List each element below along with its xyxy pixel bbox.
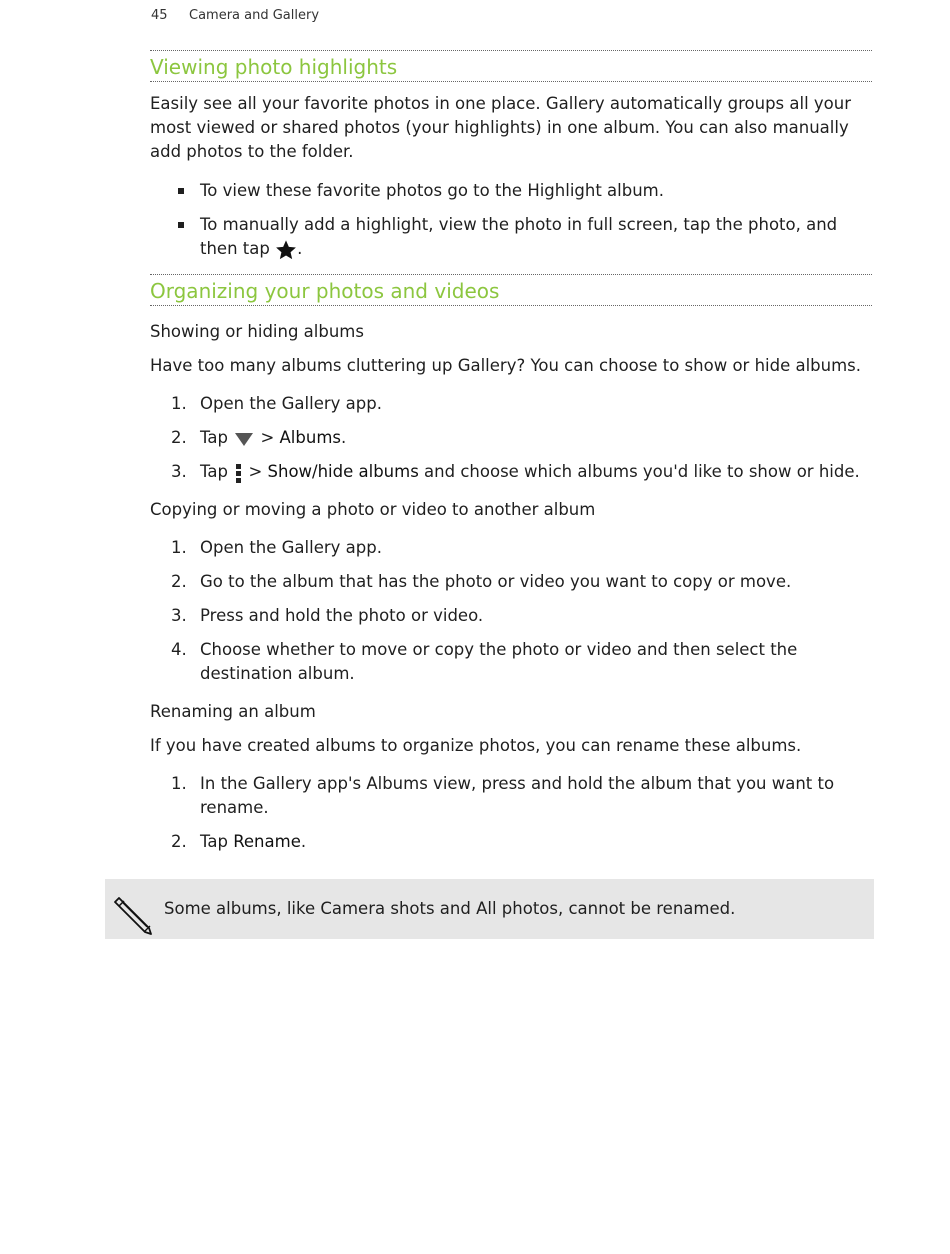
list-item: To view these favorite photos go to the Highlight album. <box>150 179 872 203</box>
page-header <box>151 8 319 23</box>
section-title-highlights: Viewing photo highlights <box>150 50 872 82</box>
subheading-rename: Renaming an album <box>150 702 316 721</box>
rename-steps <box>150 772 872 854</box>
show-hide-steps <box>150 392 872 484</box>
subheading-copy-move: Copying or moving a photo or video to another album <box>150 500 596 519</box>
list-item: 3. Tap > Show/hide albums and choose which albums you'd like to show or hide. <box>171 462 860 481</box>
page-number: 45 <box>151 8 168 23</box>
list-item: 1. In the Gallery app's Albums view, press and hold the album that you want to rename. <box>171 774 835 817</box>
note-box <box>105 879 874 939</box>
show-hide-intro: Have too many albums cluttering up Gallery? You can choose to show or hide albums. <box>150 356 862 375</box>
star-icon <box>275 239 297 261</box>
section-title-organizing: Organizing your photos and videos <box>150 274 872 306</box>
copy-move-steps <box>150 536 872 686</box>
list-item: To manually add a highlight, view the photo in full screen, tap the photo, and then tap . <box>150 213 872 261</box>
more-options-icon <box>233 463 243 483</box>
list-item: 1. Open the Gallery app. <box>171 538 382 557</box>
note-text: Some albums, like Camera shots and All photos, cannot be renamed. <box>164 899 736 918</box>
rename-intro: If you have created albums to organize photos, you can rename these albums. <box>150 736 802 755</box>
list-item: 2. Tap Rename. <box>171 832 307 851</box>
list-item: 3. Press and hold the photo or video. <box>171 606 484 625</box>
pencil-icon <box>113 895 153 935</box>
highlights-bullets <box>150 179 872 261</box>
chapter-title: Camera and Gallery <box>189 8 320 23</box>
subheading-show-hide: Showing or hiding albums <box>150 322 364 341</box>
page-content <box>150 50 872 864</box>
list-item: 1. Open the Gallery app. <box>171 394 382 413</box>
highlights-intro: Easily see all your favorite photos in one place. Gallery automatically groups all your most viewed or shared photos (your highlights) in one album. You can also manually add photos to the folder. <box>150 94 852 161</box>
list-item: 4. Choose whether to move or copy the photo or video and then select the destination album. <box>171 640 798 683</box>
list-item: 2. Go to the album that has the photo or video you want to copy or move. <box>171 572 792 591</box>
list-item: 2. Tap > Albums. <box>171 428 347 447</box>
dropdown-triangle-icon <box>233 431 255 447</box>
